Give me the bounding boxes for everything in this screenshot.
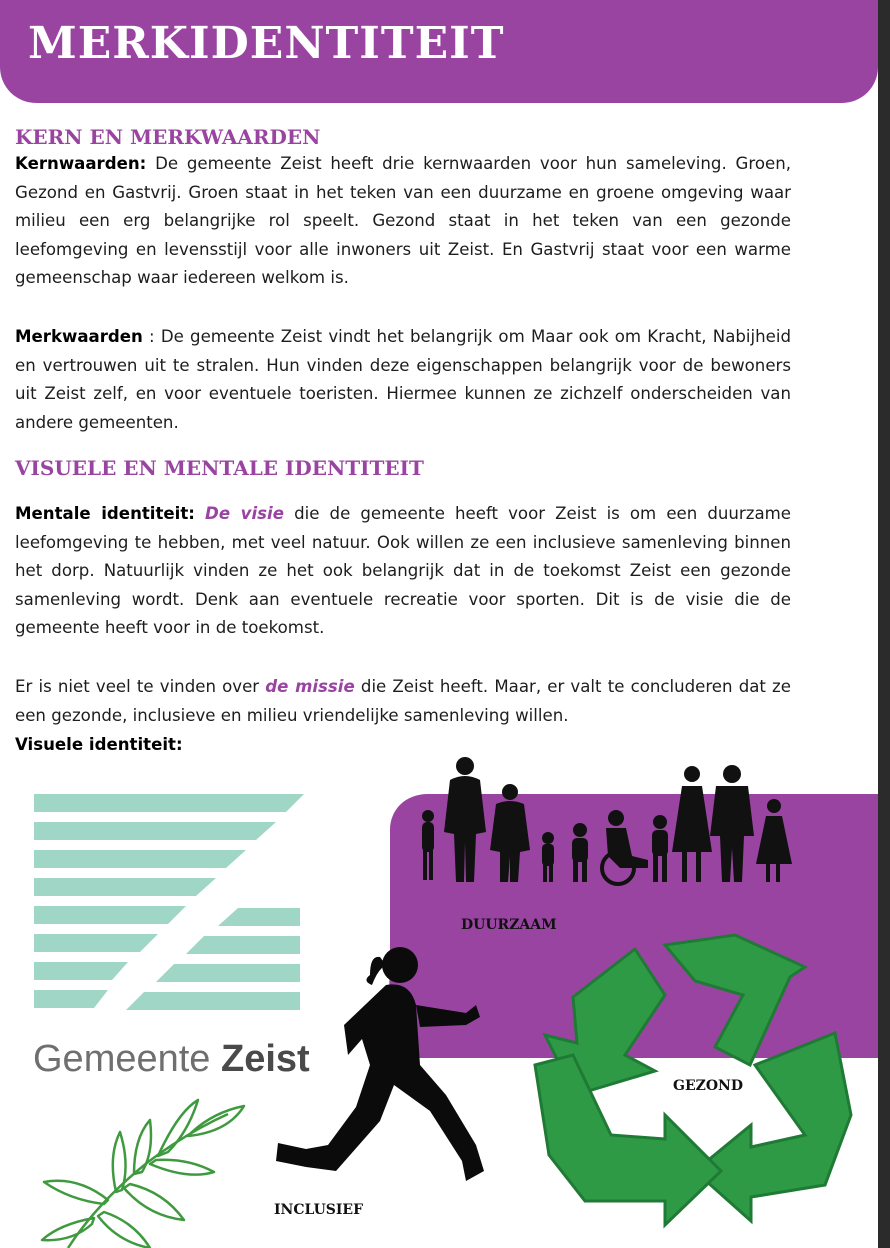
page-title: MERKIDENTITEIT [28, 18, 505, 69]
mentale-text: die de gemeente heeft voor Zeist is om een duurzame leefomgeving te hebben, met veel natuur. Ook willen ze een inclusieve samenleving binnen het dorp. Natuurlijk vinden ze het ook belangrijk dat in de toekomst Zeist een gezonde samenleving wordt. Denk aan eventuele recreatie voor sporten. Dit is de visie die de gemeente heeft voor in de toekomst. [15, 504, 791, 637]
logo-text-bold: Zeist [221, 1038, 310, 1080]
mentale-label: Mentale identiteit: [15, 504, 195, 523]
merkwaarden-text: : De gemeente Zeist vindt het belangrijk om Maar ook om Kracht, Nabijheid en vertrouwen uit te stralen. Hun vinden deze eigenschappen belangrijk voor de bewoners uit Zeist zelf, en voor eventuele toeristen. Hiermee kunnen ze zichzelf onderscheiden van andere gemeenten. [15, 327, 791, 432]
visie-accent: De visie [205, 504, 284, 523]
missie-after: die Zeist heeft. Maar, er valt te concluderen dat ze een gezonde, inclusieve en milieu vriendelijke samenleving willen. [15, 677, 791, 725]
runner-silhouette-icon [270, 935, 490, 1235]
logo-text-light: Gemeente [33, 1038, 221, 1080]
kernwaarden-label: Kernwaarden: [15, 154, 147, 173]
section-title-visuele: VISUELE EN MENTALE IDENTITEIT [15, 456, 424, 480]
visuele-label: Visuele identiteit: [15, 735, 183, 754]
logo-wordmark [33, 1038, 310, 1081]
recycle-icon [515, 925, 855, 1245]
missie-before: Er is niet veel te vinden over [15, 677, 266, 696]
label-gezond: GEZOND [673, 1078, 743, 1094]
label-inclusief: INCLUSIEF [274, 1202, 364, 1218]
label-duurzaam: DUURZAAM [461, 917, 557, 933]
merkwaarden-label: Merkwaarden [15, 327, 143, 346]
window-edge [878, 0, 890, 1248]
section-title-kern: KERN EN MERKWAARDEN [15, 125, 321, 149]
family-silhouette-icon [410, 752, 810, 892]
leaf-branch-icon [38, 1092, 258, 1248]
kernwaarden-text: De gemeente Zeist heeft drie kernwaarden voor hun sameleving. Groen, Gezond en Gastvrij. Groen staat in het teken van een duurzame en groene omgeving waar milieu een erg belangrijke rol speelt. Gezond staat in het teken van een gezonde leefomgeving en levensstijl voor alle inwoners uit Zeist. En Gastvrij staat voor een warme gemeenschap waar iedereen welkom is. [15, 154, 791, 287]
missie-accent: de missie [265, 677, 355, 696]
